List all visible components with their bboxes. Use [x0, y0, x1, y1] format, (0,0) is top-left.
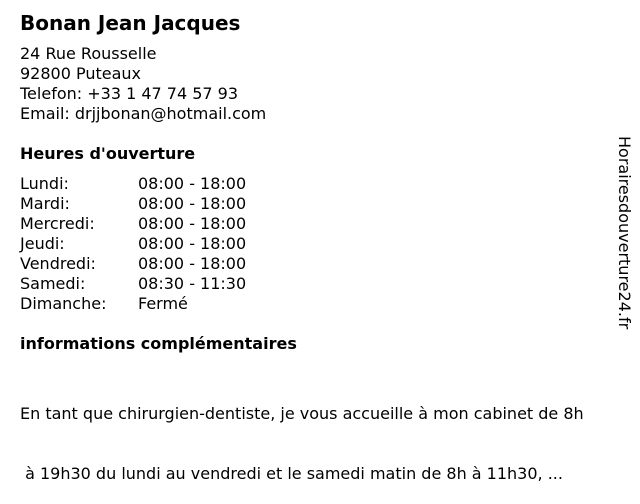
day-label: Dimanche: — [20, 294, 107, 313]
site-watermark — [614, 136, 634, 346]
hours-row-friday — [20, 254, 280, 274]
info-text-line: à 19h30 du lundi au vendredi et le samedi matin de 8h à 11h30, ... — [20, 464, 563, 483]
day-label: Lundi: — [20, 174, 69, 193]
time-range: 08:00 - 18:00 — [138, 174, 247, 193]
hours-row-thursday — [20, 234, 280, 254]
street-address: 24 Rue Rousselle — [20, 44, 157, 63]
hours-row-wednesday — [20, 214, 280, 234]
day-label: Mercredi: — [20, 214, 95, 233]
time-range: Fermé — [138, 294, 188, 313]
phone-number: Telefon: +33 1 47 74 57 93 — [20, 84, 239, 103]
email-address: Email: drjjbonan@hotmail.com — [20, 104, 267, 123]
time-range: 08:00 - 18:00 — [138, 214, 247, 233]
info-text-line: En tant que chirurgien-dentiste, je vous accueille à mon cabinet de 8h — [20, 404, 584, 423]
day-label: Samedi: — [20, 274, 86, 293]
time-range: 08:00 - 18:00 — [138, 254, 247, 273]
page-title: Bonan Jean Jacques — [20, 11, 241, 35]
opening-hours-heading: Heures d'ouverture — [20, 144, 196, 163]
opening-hours-table — [20, 174, 280, 314]
contact-block — [20, 44, 266, 124]
day-label: Mardi: — [20, 194, 70, 213]
time-range: 08:00 - 18:00 — [138, 194, 247, 213]
hours-row-tuesday — [20, 194, 280, 214]
watermark-text: Horairesdouverture24.fr — [615, 136, 634, 330]
day-label: Vendredi: — [20, 254, 96, 273]
hours-row-monday — [20, 174, 280, 194]
day-label: Jeudi: — [20, 234, 65, 253]
additional-info-text — [20, 364, 632, 504]
time-range: 08:30 - 11:30 — [138, 274, 247, 293]
hours-row-sunday — [20, 294, 280, 314]
city-postcode: 92800 Puteaux — [20, 64, 142, 83]
time-range: 08:00 - 18:00 — [138, 234, 247, 253]
additional-info-heading: informations complémentaires — [20, 334, 297, 353]
hours-row-saturday — [20, 274, 280, 294]
